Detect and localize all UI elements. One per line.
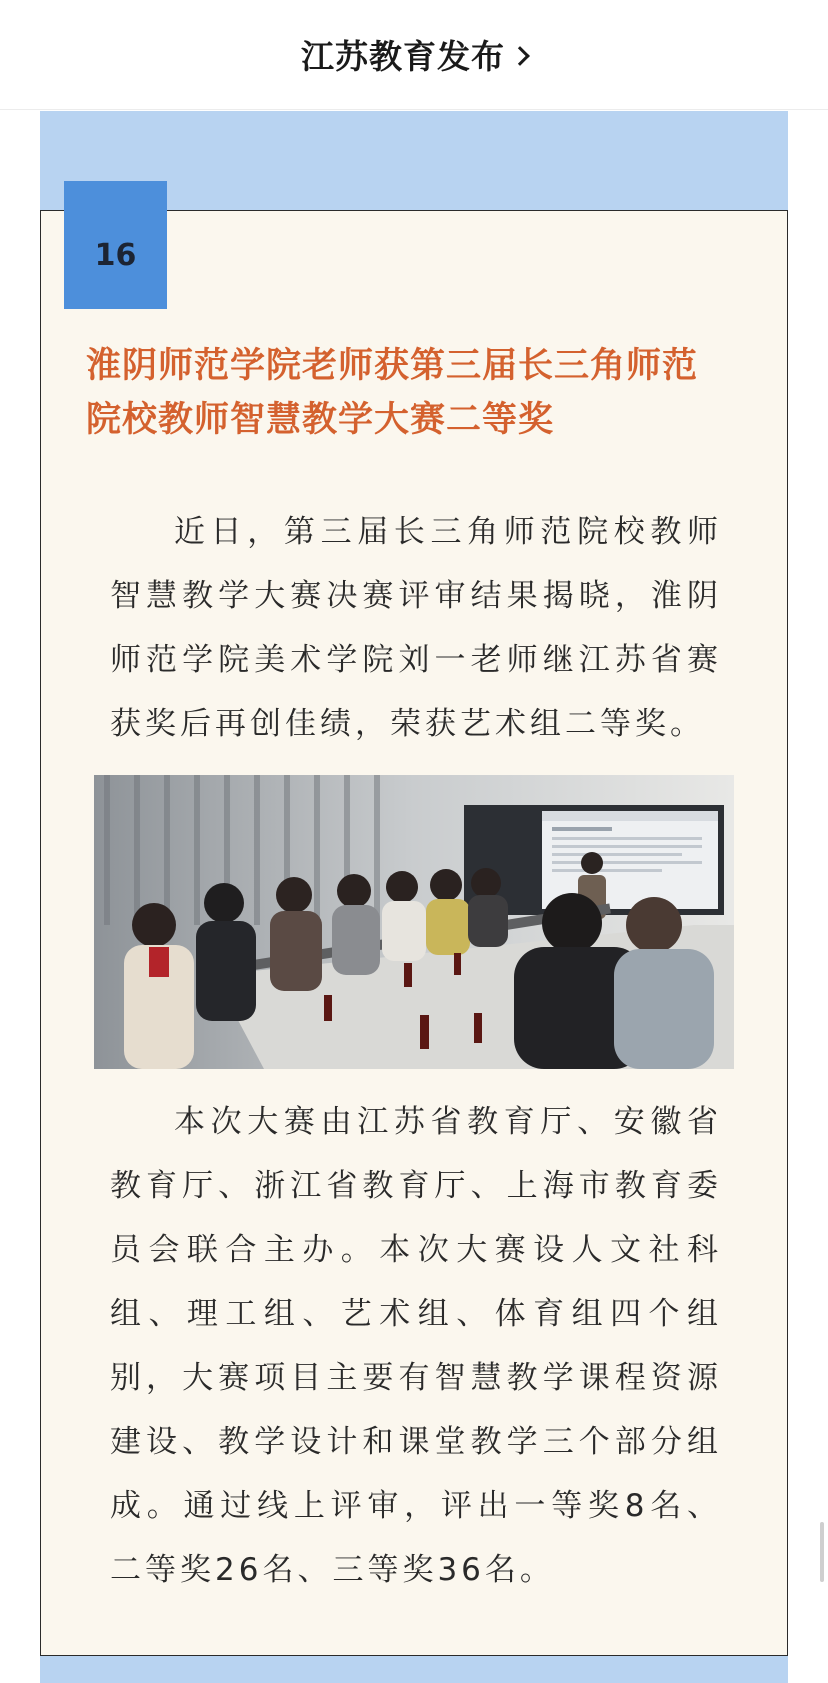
article-paragraph-2: 本次大赛由江苏省教育厅、安徽省教育厅、浙江省教育厅、上海市教育委员会联合主办。本次大赛设人文社科组、理工组、艺术组、体育组四个组别，大赛项目主要有智慧教学课程资源建设、教学设计和课堂教学三个部分组成。通过线上评审，评出一等奖8名、二等奖26名、三等奖36名。 [110,1104,722,1588]
article-headline: 淮阴师范学院老师获第三届长三角师范院校教师智慧教学大赛二等奖 [86,346,699,440]
article-paragraph-1: 近日，第三届长三角师范院校教师智慧教学大赛决赛评审结果揭晓，淮阴师范学院美术学院刘一老师继江苏省赛获奖后再创佳绩，荣获艺术组二等奖。 [110,514,722,742]
chevron-right-icon [510,46,530,66]
scrollbar-thumb[interactable] [820,1522,824,1582]
article-number: 16 [94,237,137,273]
account-name: 江苏教育发布 [301,37,505,76]
classroom-photo[interactable] [94,775,734,1069]
top-bar [0,0,828,110]
article-number-badge [64,181,167,309]
account-title-link[interactable] [301,31,527,78]
classroom-photo-illustration [94,775,734,1069]
